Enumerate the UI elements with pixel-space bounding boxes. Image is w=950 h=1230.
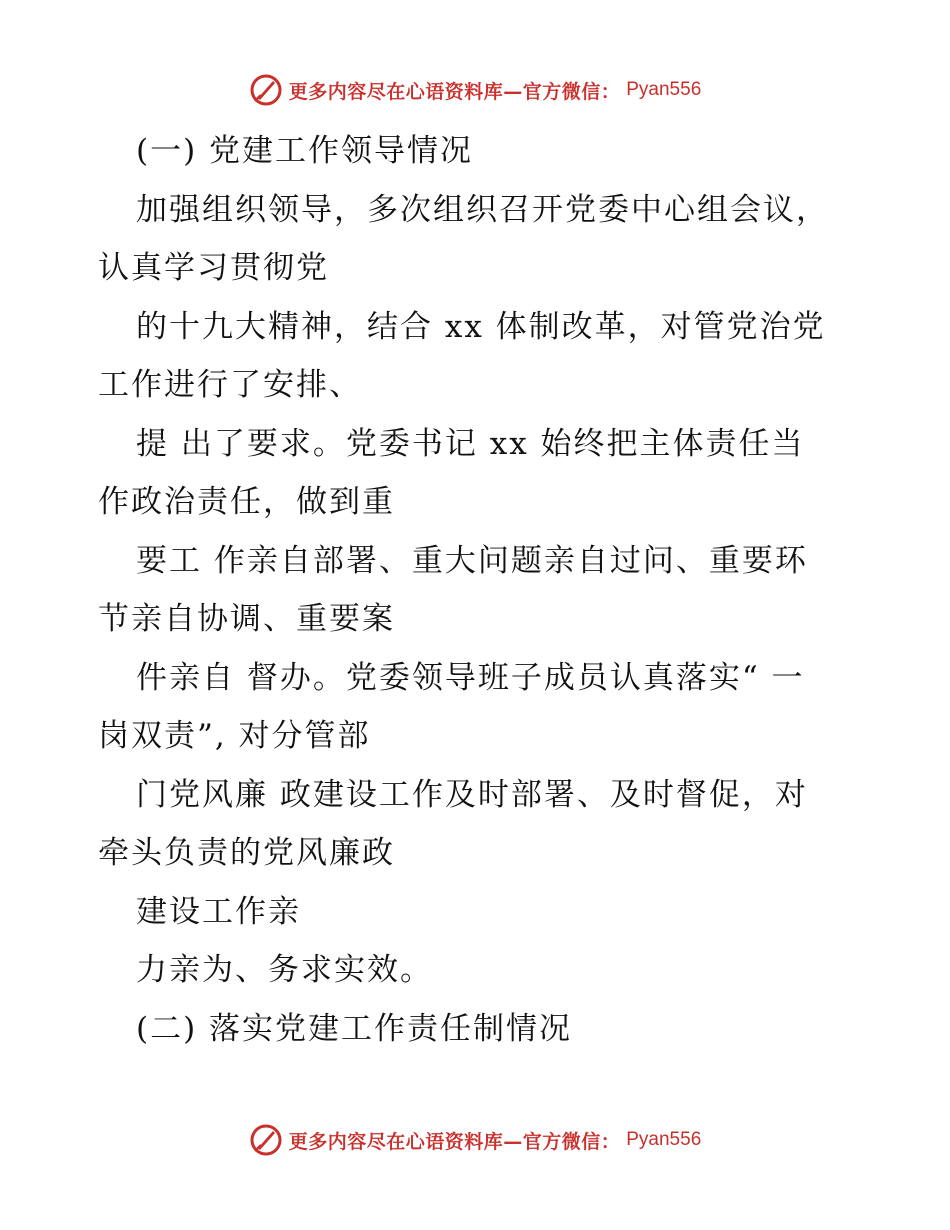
watermark-text: 更多内容尽在心语资料库—官方微信： <box>288 1130 621 1153</box>
watermark-text: 更多内容尽在心语资料库—官方微信： <box>288 80 621 103</box>
quill-logo-icon <box>249 73 283 107</box>
watermark-wechat-id: Pyan556 <box>626 79 702 100</box>
text-line: 加强组织领导，多次组织召开党委中心组会议， <box>136 191 829 228</box>
text-line: 力亲为、务求实效。 <box>136 952 433 988</box>
text-line: 作政治责任，做到重 <box>98 484 395 520</box>
text-line: 节亲自协调、重要案 <box>98 601 395 637</box>
text-line: 件亲自 督办。党委领导班子成员认真落实“ 一 <box>136 659 805 696</box>
quill-logo-icon <box>249 1123 283 1157</box>
text-line: 提 出了要求。党委书记 xx 始终把主体责任当 <box>136 425 805 462</box>
document-body <box>98 122 858 1058</box>
footer-watermark <box>0 1120 950 1160</box>
text-line: 要工 作亲自部署、重大问题亲自过问、重要环 <box>136 542 808 579</box>
text-line: 工作进行了安排、 <box>98 367 362 403</box>
text-line: 的十九大精神，结合 xx 体制改革，对管党治党 <box>136 308 826 345</box>
text-line: (一) 党建工作领导情况 <box>136 133 474 169</box>
header-watermark <box>0 70 950 110</box>
text-line: 认真学习贯彻党 <box>98 250 329 286</box>
text-line: 岗双责”, 对分管部 <box>98 718 371 754</box>
text-line: 牵头负责的党风廉政 <box>98 835 395 871</box>
text-line: 建设工作亲 <box>136 893 301 930</box>
text-line: (二) 落实党建工作责任制情况 <box>136 1010 573 1047</box>
watermark-wechat-id: Pyan556 <box>626 1129 702 1150</box>
text-line: 门党风廉 政建设工作及时部署、及时督促，对 <box>136 776 808 813</box>
